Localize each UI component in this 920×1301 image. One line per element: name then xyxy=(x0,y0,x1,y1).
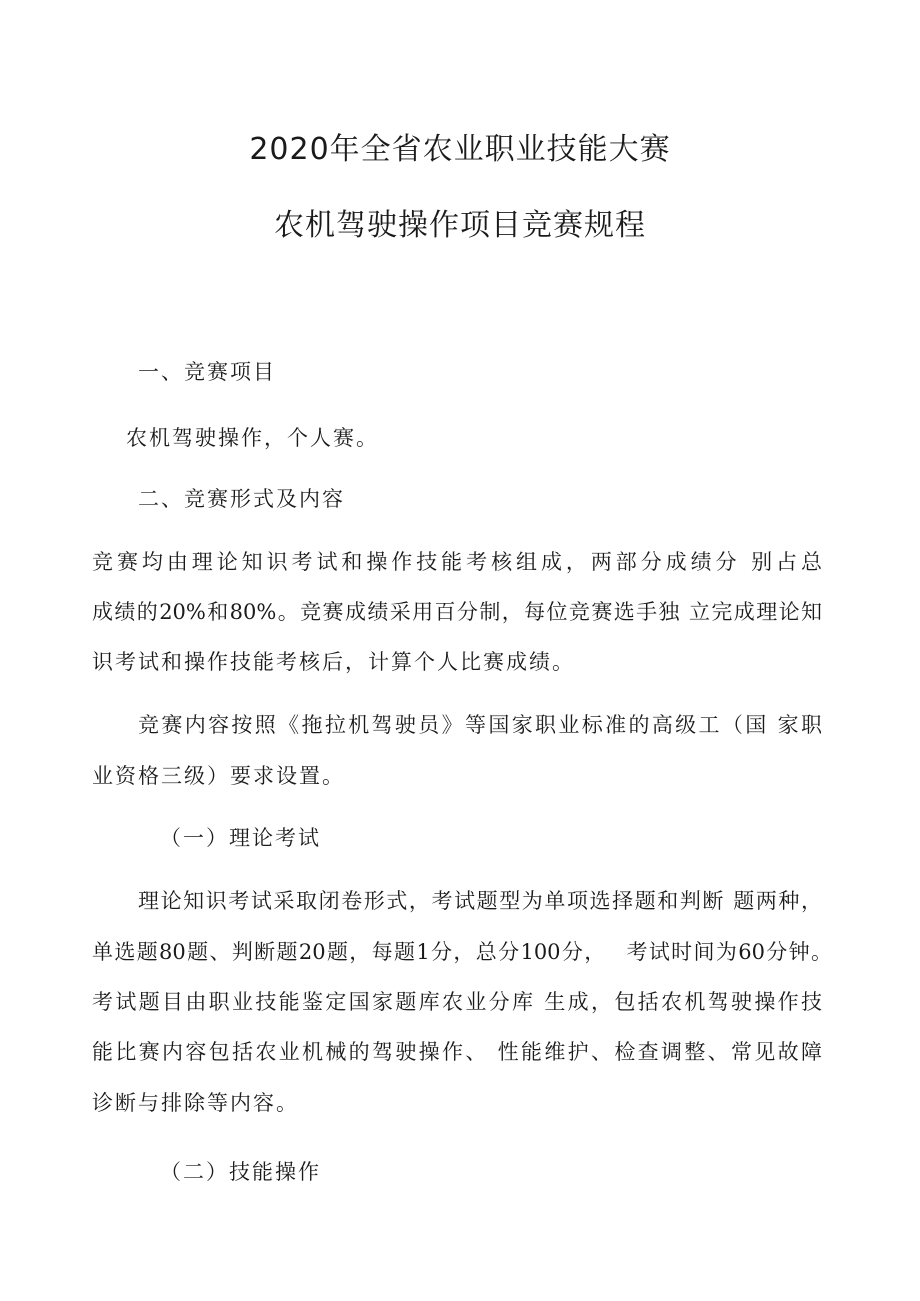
competition-item-text: 农机驾驶操作，个人赛。 xyxy=(126,426,379,450)
paragraph-line: 理论知识考试采取闭卷形式，考试题型为单项选择题和判断 题两种， xyxy=(138,889,822,913)
paragraph-line: 业资格三级）要求设置。 xyxy=(92,764,345,788)
document-title-line-2: 农机驾驶操作项目竞赛规程 xyxy=(274,208,646,243)
paragraph-line: 识考试和操作技能考核后，计算个人比赛成绩。 xyxy=(92,650,575,674)
subsection-heading-skill-operation: （二）技能操作 xyxy=(160,1160,321,1184)
paragraph-line: 竞赛内容按照《拖拉机驾驶员》等国家职业标准的高级工（国 家职 xyxy=(138,713,822,737)
paragraph-line: 诊断与排除等内容。 xyxy=(92,1091,299,1115)
section-heading-competition-item: 一、竞赛项目 xyxy=(138,360,276,384)
section-heading-format-content: 二、竞赛形式及内容 xyxy=(138,487,345,511)
paragraph-line: 考试题目由职业技能鉴定国家题库农业分库 生成，包括农机驾驶操作技 xyxy=(92,990,822,1014)
subsection-heading-theory-exam: （一）理论考试 xyxy=(160,826,321,850)
document-title-line-1: 2020年全省农业职业技能大赛 xyxy=(249,132,671,167)
paragraph-line: 成绩的20%和80%。竞赛成绩采用百分制，每位竞赛选手独 立完成理论知 xyxy=(92,600,822,624)
paragraph-line: 单选题80题、判断题20题，每题1分，总分100分， 考试时间为60分钟。 xyxy=(92,940,832,964)
paragraph-line: 能比赛内容包括农业机械的驾驶操作、 性能维护、检查调整、常见故障 xyxy=(92,1040,822,1064)
paragraph-line: 竞赛均由理论知识考试和操作技能考核组成，两部分成绩分 别占总 xyxy=(92,550,822,574)
